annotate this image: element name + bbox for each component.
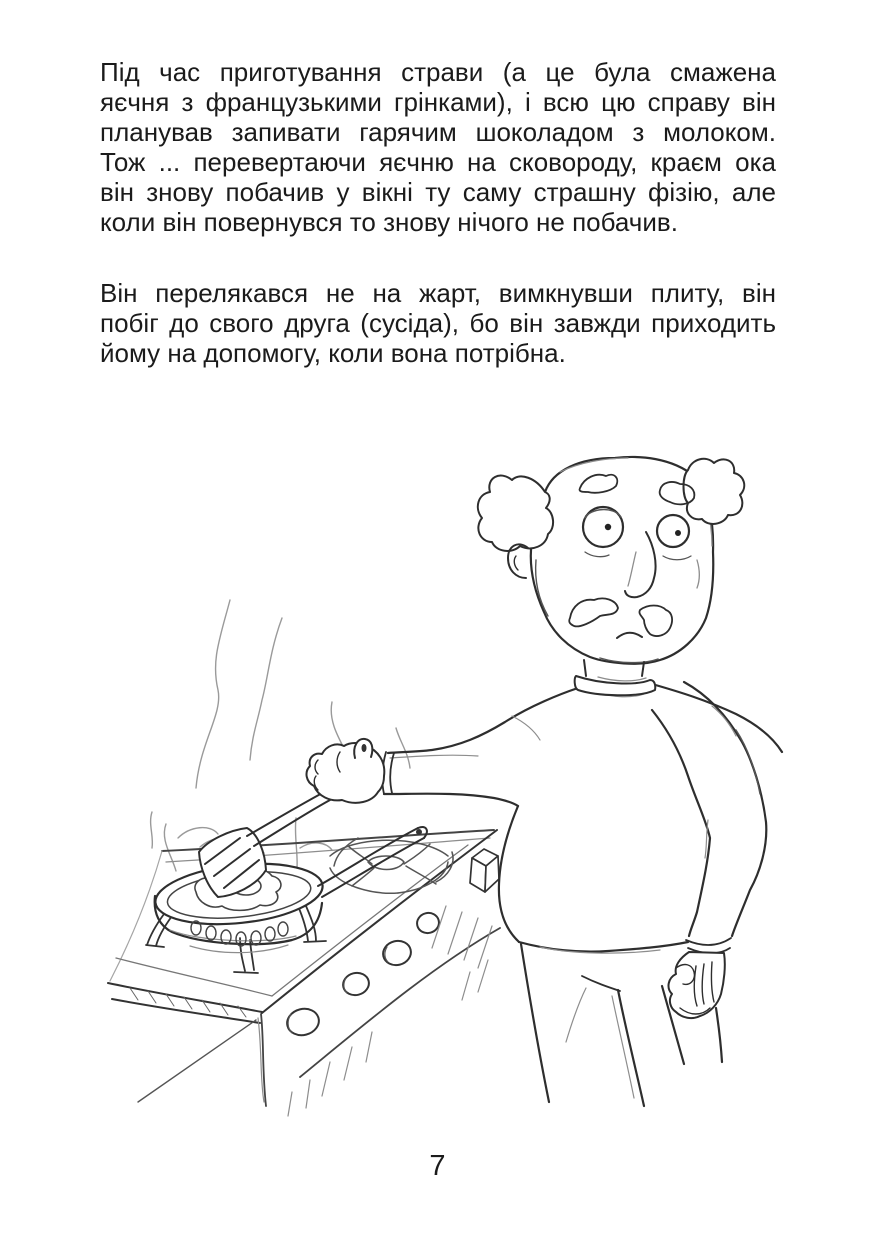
- man-cooking-illustration: [40, 430, 820, 1130]
- head: [478, 457, 744, 695]
- paragraph-line: коли він повернувся то знову нічого не побачив.: [100, 207, 678, 237]
- paragraph-line: планував запивати гарячим шоколадом з молоком.: [100, 117, 776, 147]
- paragraph-line: йому на допомогу, коли вона потрібна.: [100, 338, 566, 368]
- matchbox-icon: [470, 849, 499, 892]
- story-text: [100, 57, 776, 368]
- sweater: [382, 682, 782, 953]
- man-figure-icon: [307, 457, 782, 1106]
- spatula-handle-end-icon: [354, 739, 372, 758]
- paragraph-line: він знову побачив у вікні ту саму страшну фізію, але: [100, 177, 776, 207]
- paragraph-line: яєчня з французькими грінками), і всю цю справу він: [100, 87, 776, 117]
- paragraph-line: Тож ... перевертаючи яєчню на сковороду, краєм ока: [100, 147, 776, 177]
- paragraph: [100, 57, 776, 237]
- ear-icon: [508, 544, 528, 578]
- paragraph-line: Він перелякався не на жарт, вимкнувши плиту, він: [100, 278, 776, 308]
- paragraph: [100, 278, 776, 368]
- page-number: 7: [429, 1150, 446, 1182]
- stove-knobs-icon: [284, 911, 441, 1039]
- paragraph-line: побіг до свого друга (сусіда), бо він завжди приходить: [100, 308, 776, 338]
- collar: [575, 660, 656, 695]
- paragraph-line: Під час приготування страви (а це була смажена: [100, 57, 776, 87]
